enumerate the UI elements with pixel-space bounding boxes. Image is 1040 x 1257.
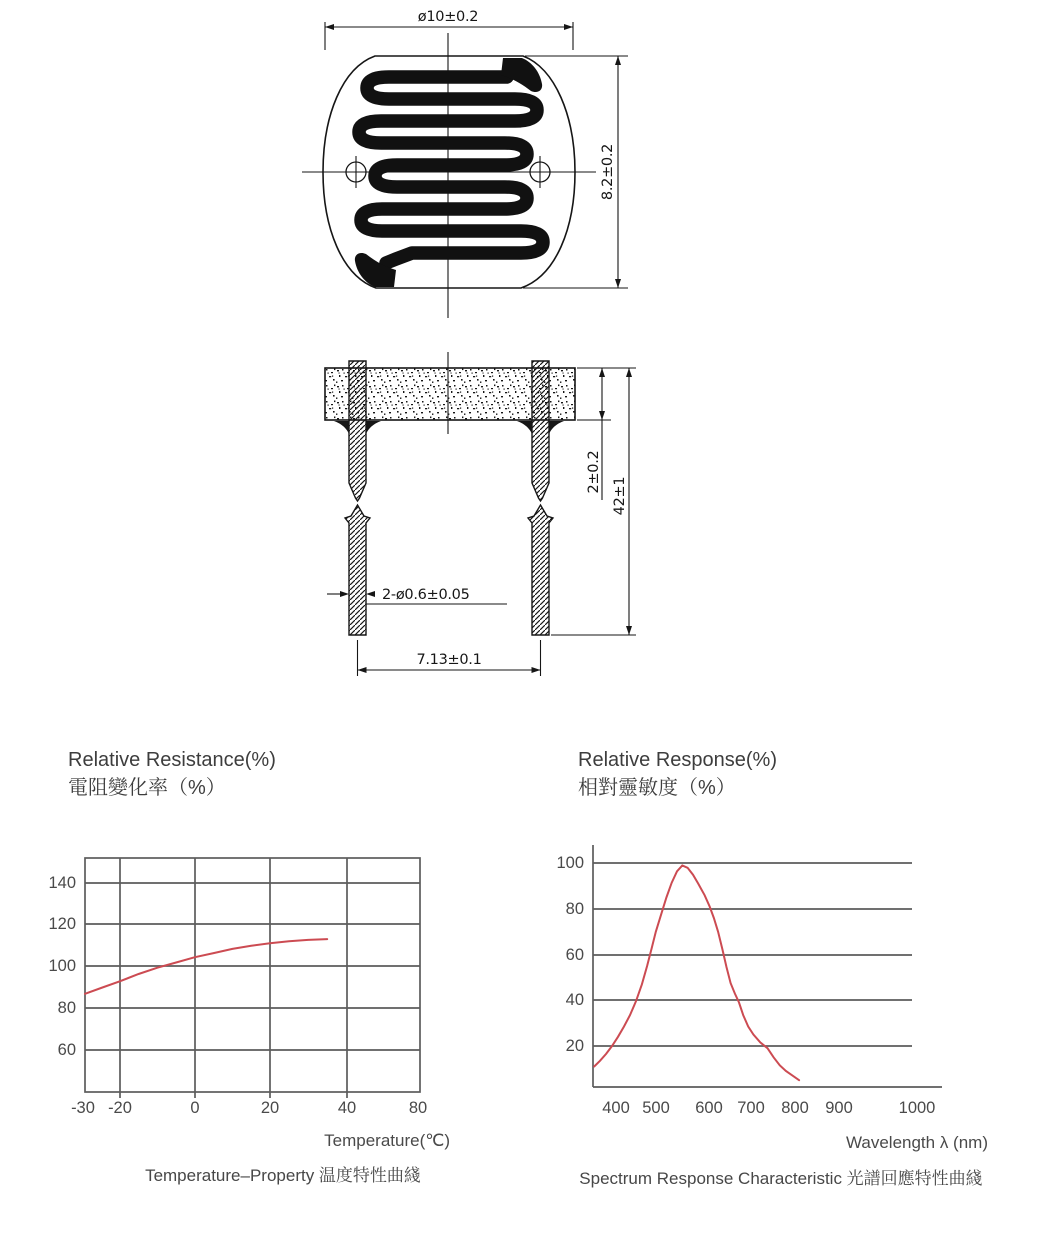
- arrowhead-right: [532, 667, 541, 673]
- y-tick-label: 60: [57, 1041, 76, 1059]
- dim-length-label: 42±1: [612, 476, 628, 516]
- x-tick-label: 900: [825, 1099, 853, 1117]
- temperature-chart: [48, 749, 450, 1185]
- x-axis-label: Wavelength λ (nm): [845, 1133, 988, 1152]
- chart-caption: Spectrum Response Characteristic 光譜回應特性曲綫: [579, 1169, 983, 1188]
- arrowhead-down: [599, 411, 605, 420]
- x-tick-label: -20: [108, 1099, 132, 1117]
- y-tick-label: 80: [565, 900, 584, 918]
- dim-height-label: 8.2±0.2: [600, 143, 616, 201]
- dimension-lead-pitch: [358, 640, 541, 676]
- x-tick-label: 0: [190, 1099, 200, 1117]
- lead-left-lower: [345, 505, 370, 635]
- chart-caption: Temperature–Property 温度特性曲綫: [145, 1166, 421, 1185]
- y-tick-label: 100: [556, 854, 584, 872]
- chart-title-en: Relative Response(%): [578, 749, 777, 771]
- x-tick-label: 700: [737, 1099, 765, 1117]
- ldr-side-view: [325, 352, 636, 676]
- x-tick-label: 600: [695, 1099, 723, 1117]
- arrowhead-up: [615, 56, 621, 65]
- solder-fillet: [549, 421, 564, 434]
- y-tick-label: 60: [565, 946, 584, 964]
- chart-title-en: Relative Resistance(%): [68, 749, 276, 771]
- ldr-top-view: [302, 9, 628, 318]
- arrowhead-right: [564, 24, 573, 30]
- x-tick-label: 1000: [898, 1099, 936, 1117]
- y-tick-label: 80: [57, 999, 76, 1017]
- x-tick-label: 80: [408, 1099, 428, 1117]
- y-tick-label: 120: [48, 915, 76, 933]
- y-tick-label: 100: [48, 957, 76, 975]
- lead-left-upper: [349, 361, 366, 501]
- lead-right-upper: [532, 361, 549, 501]
- arrowhead-down: [615, 279, 621, 288]
- lead-right-lower: [528, 505, 553, 635]
- serpentine-electrode: [359, 77, 543, 263]
- chart-title-zh: 電阻變化率（%）: [68, 777, 226, 799]
- dim-thickness-label: 2±0.2: [586, 450, 602, 494]
- arrowhead-down: [626, 626, 632, 635]
- spectrum-chart: [556, 749, 988, 1188]
- arrowhead-up: [599, 368, 605, 377]
- arrowhead-left: [366, 591, 375, 597]
- y-tick-label: 20: [565, 1037, 584, 1055]
- x-tick-label: 20: [260, 1099, 280, 1117]
- x-tick-label: 800: [781, 1099, 809, 1117]
- solder-fillet: [334, 421, 349, 434]
- x-tick-label: 500: [642, 1099, 670, 1117]
- arrowhead-left: [325, 24, 334, 30]
- x-tick-label: 40: [337, 1099, 357, 1117]
- y-tick-label: 40: [565, 991, 584, 1009]
- solder-fillet: [517, 421, 532, 434]
- arrowhead-right: [340, 591, 349, 597]
- dim-lead-diameter-label: 2-ø0.6±0.05: [382, 587, 470, 603]
- spectrum-curve: [594, 866, 799, 1081]
- arrowhead-up: [626, 368, 632, 377]
- dimension-diameter: [325, 9, 573, 50]
- arrowhead-left: [358, 667, 367, 673]
- x-axis-label: Temperature(℃): [324, 1131, 450, 1150]
- dim-pitch-label: 7.13±0.1: [416, 652, 482, 668]
- x-tick-label: 400: [602, 1099, 630, 1117]
- solder-fillet: [366, 421, 381, 434]
- y-tick-label: 140: [48, 874, 76, 892]
- x-tick-label: -30: [71, 1099, 95, 1117]
- chart-title-zh: 相對靈敏度（%）: [578, 777, 736, 799]
- dim-diameter-label: ø10±0.2: [417, 9, 479, 25]
